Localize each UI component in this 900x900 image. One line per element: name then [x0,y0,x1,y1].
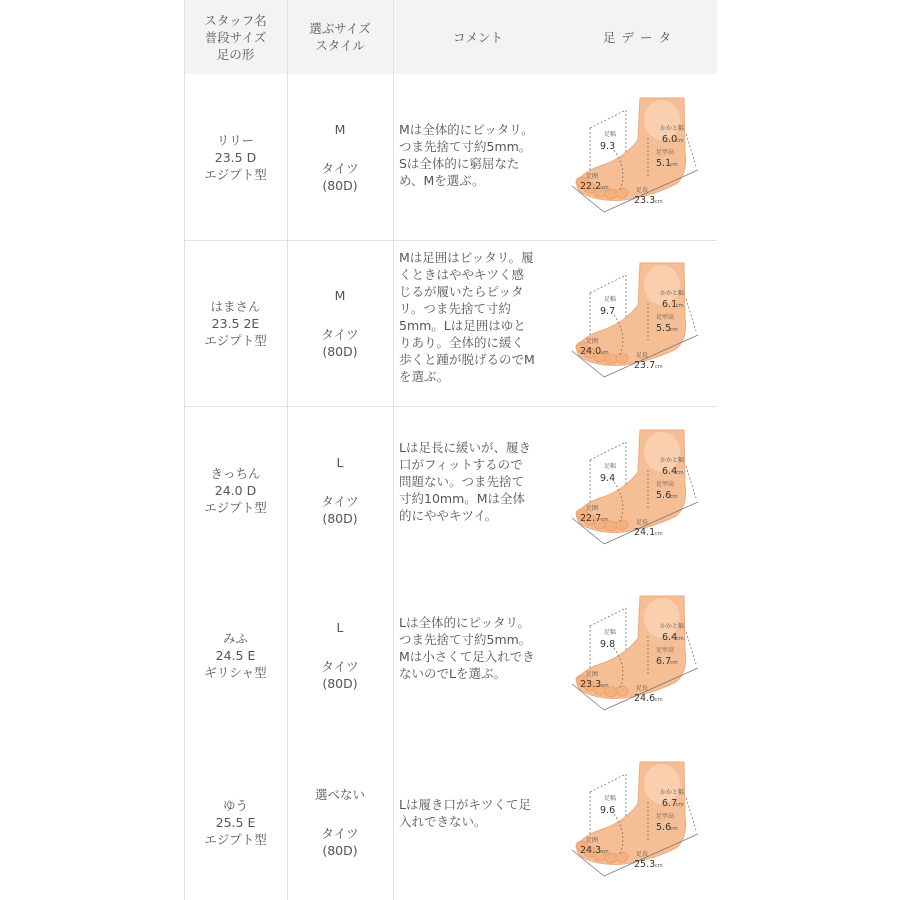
staff-name: きっちん [210,465,261,481]
foot-width-value: 9.3 [600,141,616,152]
heel-width-value: 6.0 [662,134,678,145]
unit-label: cm [676,138,684,144]
unit-label: cm [676,303,684,309]
comment-text: Lは足長に緩いが、履き 口がフィットするので 問題ない。つま先捨て 寸約10mm。Mは全体 的にややキツイ。 [399,440,531,523]
size-style-cell [287,615,393,695]
instep-label: 足甲高 [656,647,675,654]
heel-guide [686,632,696,664]
style: タイツ (80D) [321,658,359,691]
unit-label: cm [670,327,678,333]
unit-label: cm [670,494,678,500]
length-value: 23.3 [634,195,656,206]
unit-label: cm [601,517,609,523]
heel-width-label: かかと幅 [660,789,685,796]
unit-label: cm [655,863,663,869]
unit-label: cm [655,531,663,537]
table-header [184,0,717,74]
unit-label: cm [676,636,684,642]
comment-text: Lは全体的にピッタリ。 つま先捨て寸約5mm。 Mは小さくて足入れでき ないのでLを選ぶ。 [399,615,535,681]
instep-value: 5.6 [656,490,672,501]
toe [616,852,628,862]
heel-width-label: かかと幅 [660,623,685,630]
staff-name: リリー [216,132,255,148]
width-guide [590,275,626,293]
girth-label: 足囲 [586,671,599,678]
unit-label: cm [655,199,663,205]
staff-cell [184,460,287,520]
length-label: 足長 [636,352,649,359]
header-comment: コメント [452,29,503,45]
comment-text: Mは足囲はピッタリ。履 くときはややキツく感 じるが履いたらピッタ リ。つま先捨て寸約 5mm。Lは足囲はゆと りあり。全体的に緩く 歩くと踵が脱げるのでM を選ぶ。 [399,250,535,384]
staff-name: はまさん [210,298,261,314]
girth-label: 足囲 [586,505,599,512]
heel-guide [686,134,696,166]
instep-label: 足甲高 [656,813,675,820]
instep-value: 5.6 [656,822,672,833]
unit-label: cm [676,802,684,808]
unit-label: cm [601,350,609,356]
foot-width-value: 9.7 [600,306,616,317]
chosen-size: M [334,287,346,303]
comment-text: Mは全体的にピッタリ。 つま先捨て寸約5mm。 Sは全体的に窮屈なた め、Mを選ぶ。 [399,122,534,188]
unit-label: cm [601,185,609,191]
unit-label: cm [655,697,663,703]
staff-cell [184,293,287,353]
toe [616,520,628,530]
staff-cell [184,792,287,852]
girth-value: 24.0 [580,346,602,357]
foot-data-illustration [564,255,714,385]
size-style-cell [287,117,393,197]
usual-size: 23.5 2E [211,315,260,331]
foot-shape: エジプト型 [204,166,267,182]
size-style-cell [287,782,393,862]
usual-size: 23.5 D [214,149,257,165]
staff-cell [184,127,287,187]
length-value: 23.7 [634,360,656,371]
length-value: 24.6 [634,693,656,704]
heel-guide [686,466,696,498]
heel-width-label: かかと幅 [660,125,685,132]
style: タイツ (80D) [321,825,359,858]
header-staff: スタッフ名 普段サイズ 足の形 [204,12,267,62]
header-size-style: 選ぶサイズ スタイル [309,21,371,53]
staff-size-table [184,0,717,900]
toe [616,686,628,696]
heel-width-value: 6.7 [662,798,678,809]
instep-label: 足甲高 [656,481,675,488]
foot-shape: エジプト型 [204,499,267,515]
foot-data-illustration [564,588,714,718]
girth-value: 23.3 [580,679,602,690]
unit-label: cm [676,470,684,476]
style: タイツ (80D) [321,160,359,193]
girth-value: 24.3 [580,845,602,856]
header-foot-data: 足データ [602,29,677,45]
size-style-cell [287,450,393,530]
heel-width-label: かかと幅 [660,457,685,464]
toe [616,188,628,198]
instep-value: 5.5 [656,323,672,334]
width-guide [590,774,626,792]
heel-width-value: 6.4 [662,632,678,643]
length-value: 24.1 [634,527,656,538]
heel-width-value: 6.1 [662,299,678,310]
foot-width-label: 足幅 [604,795,617,802]
unit-label: cm [601,849,609,855]
usual-size: 25.5 E [215,814,256,830]
instep-value: 5.1 [656,158,672,169]
width-guide [590,608,626,626]
unit-label: cm [655,364,663,370]
foot-width-value: 9.8 [600,639,616,650]
foot-shape: エジプト型 [204,332,267,348]
length-label: 足長 [636,851,649,858]
foot-shape: エジプト型 [204,831,267,847]
length-label: 足長 [636,187,649,194]
girth-label: 足囲 [586,837,599,844]
heel-guide [686,299,696,331]
width-guide [590,442,626,460]
staff-cell [184,625,287,685]
girth-label: 足囲 [586,338,599,345]
unit-label: cm [670,660,678,666]
unit-label: cm [670,162,678,168]
comment-text: Lは履き口がキツくて足 入れできない。 [399,797,531,829]
foot-width-value: 9.6 [600,805,616,816]
instep-label: 足甲高 [656,314,675,321]
staff-name: ゆう [222,797,248,813]
usual-size: 24.5 E [215,647,256,663]
foot-width-label: 足幅 [604,463,617,470]
foot-data-illustration [564,90,714,220]
girth-label: 足囲 [586,173,599,180]
row-divider [184,406,717,407]
unit-label: cm [601,683,609,689]
length-value: 25.3 [634,859,656,870]
width-guide [590,110,626,128]
girth-value: 22.2 [580,181,602,192]
length-label: 足長 [636,519,649,526]
heel-guide [686,798,696,830]
style: タイツ (80D) [321,326,359,359]
foot-width-label: 足幅 [604,131,617,138]
foot-data-illustration [564,422,714,552]
foot-width-value: 9.4 [600,473,616,484]
instep-value: 6.7 [656,656,672,667]
length-label: 足長 [636,685,649,692]
toe [616,353,628,363]
staff-name: みふ [222,630,248,646]
foot-width-label: 足幅 [604,629,617,636]
girth-value: 22.7 [580,513,602,524]
foot-width-label: 足幅 [604,296,617,303]
instep-label: 足甲高 [656,149,675,156]
chosen-size: L [336,454,344,470]
style: タイツ (80D) [321,493,359,526]
chosen-size: L [336,619,344,635]
heel-width-label: かかと幅 [660,290,685,297]
foot-data-illustration [564,754,714,884]
chosen-size: 選べない [314,786,365,802]
unit-label: cm [670,826,678,832]
heel-width-value: 6.4 [662,466,678,477]
usual-size: 24.0 D [214,482,257,498]
size-style-cell [287,283,393,363]
foot-shape: ギリシャ型 [204,664,267,680]
chosen-size: M [334,121,346,137]
row-divider [184,240,717,241]
